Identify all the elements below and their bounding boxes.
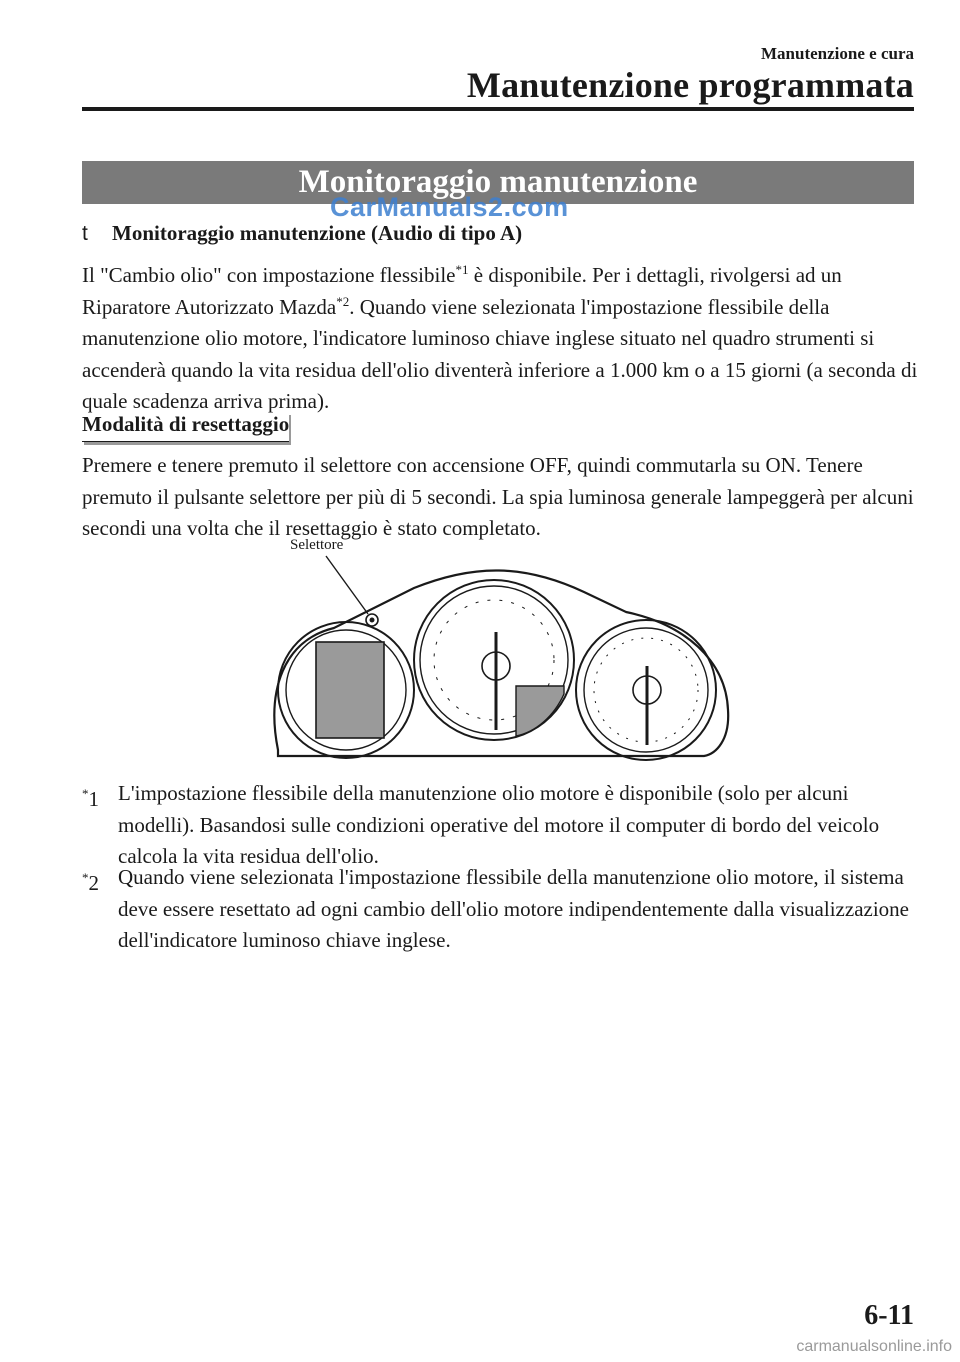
instrument-cluster-illustration [264, 540, 734, 770]
footnote-1: *1 L'impostazione flessibile della manutenzione olio motore è disponibile (solo per alcuni modelli). Basandosi sulle condizioni operative del motore il computer di bordo del veicolo calcola la vita residua dell'olio. [82, 781, 880, 868]
footnote-2: *2 Quando viene selezionata l'impostazione flessibile della manutenzione olio motore, il sistema deve essere resettato ad ogni cambio dell'olio motore indipendentemente dalla visualizzazione dell'indicatore luminoso chiave inglese. [82, 865, 909, 952]
callout-line [326, 556, 368, 614]
footnote-ref-1: *1 [455, 262, 469, 277]
figure-label: Selettore [290, 537, 344, 553]
reset-heading: Modalità di resettaggio [82, 412, 289, 442]
display-panel [316, 642, 384, 738]
intro-paragraph: Il "Cambio olio" con impostazione flessibile$^{*1}$ è disponibile. Per i dettagli, rivolgersi ad un Riparatore Autorizzato Mazda$^{*2}$. Quando viene selezionata l'impostazione flessibile della manutenzione olio motore, l'indicatore luminoso chiave inglese situato nel quadro strumenti si accenderà quando la vita residua dell'olio diventerà inferiore a 1.000 km o a 15 giorni (a seconda di quale scadenza arriva prima). [82, 262, 918, 413]
header-divider [82, 107, 914, 111]
center-gauge [414, 580, 574, 740]
topic-banner: Monitoraggio manutenzione [82, 161, 914, 204]
section-label: Manutenzione e cura [761, 44, 914, 63]
page-number: 6-11 [864, 1300, 914, 1331]
watermark-bottom: carmanualsonline.info [796, 1338, 952, 1355]
bullet-marker: t [82, 222, 88, 245]
watermark-top: CarManuals2.com [330, 192, 569, 222]
page-title: Manutenzione programmata [466, 65, 914, 105]
left-gauge [278, 622, 414, 758]
reset-paragraph: Premere e tenere premuto il selettore con accensione OFF, quindi commutarla su ON. Tenere premuto il pulsante selettore per più di 5 secondi. La spia luminosa generale lampeggerà per alcuni secondi una volta che il resettaggio è stato completato. [82, 453, 914, 540]
subsection-heading: Monitoraggio manutenzione (Audio di tipo A) [112, 221, 523, 245]
footnote-ref-2: *2 [336, 293, 350, 309]
right-gauge [576, 620, 716, 760]
